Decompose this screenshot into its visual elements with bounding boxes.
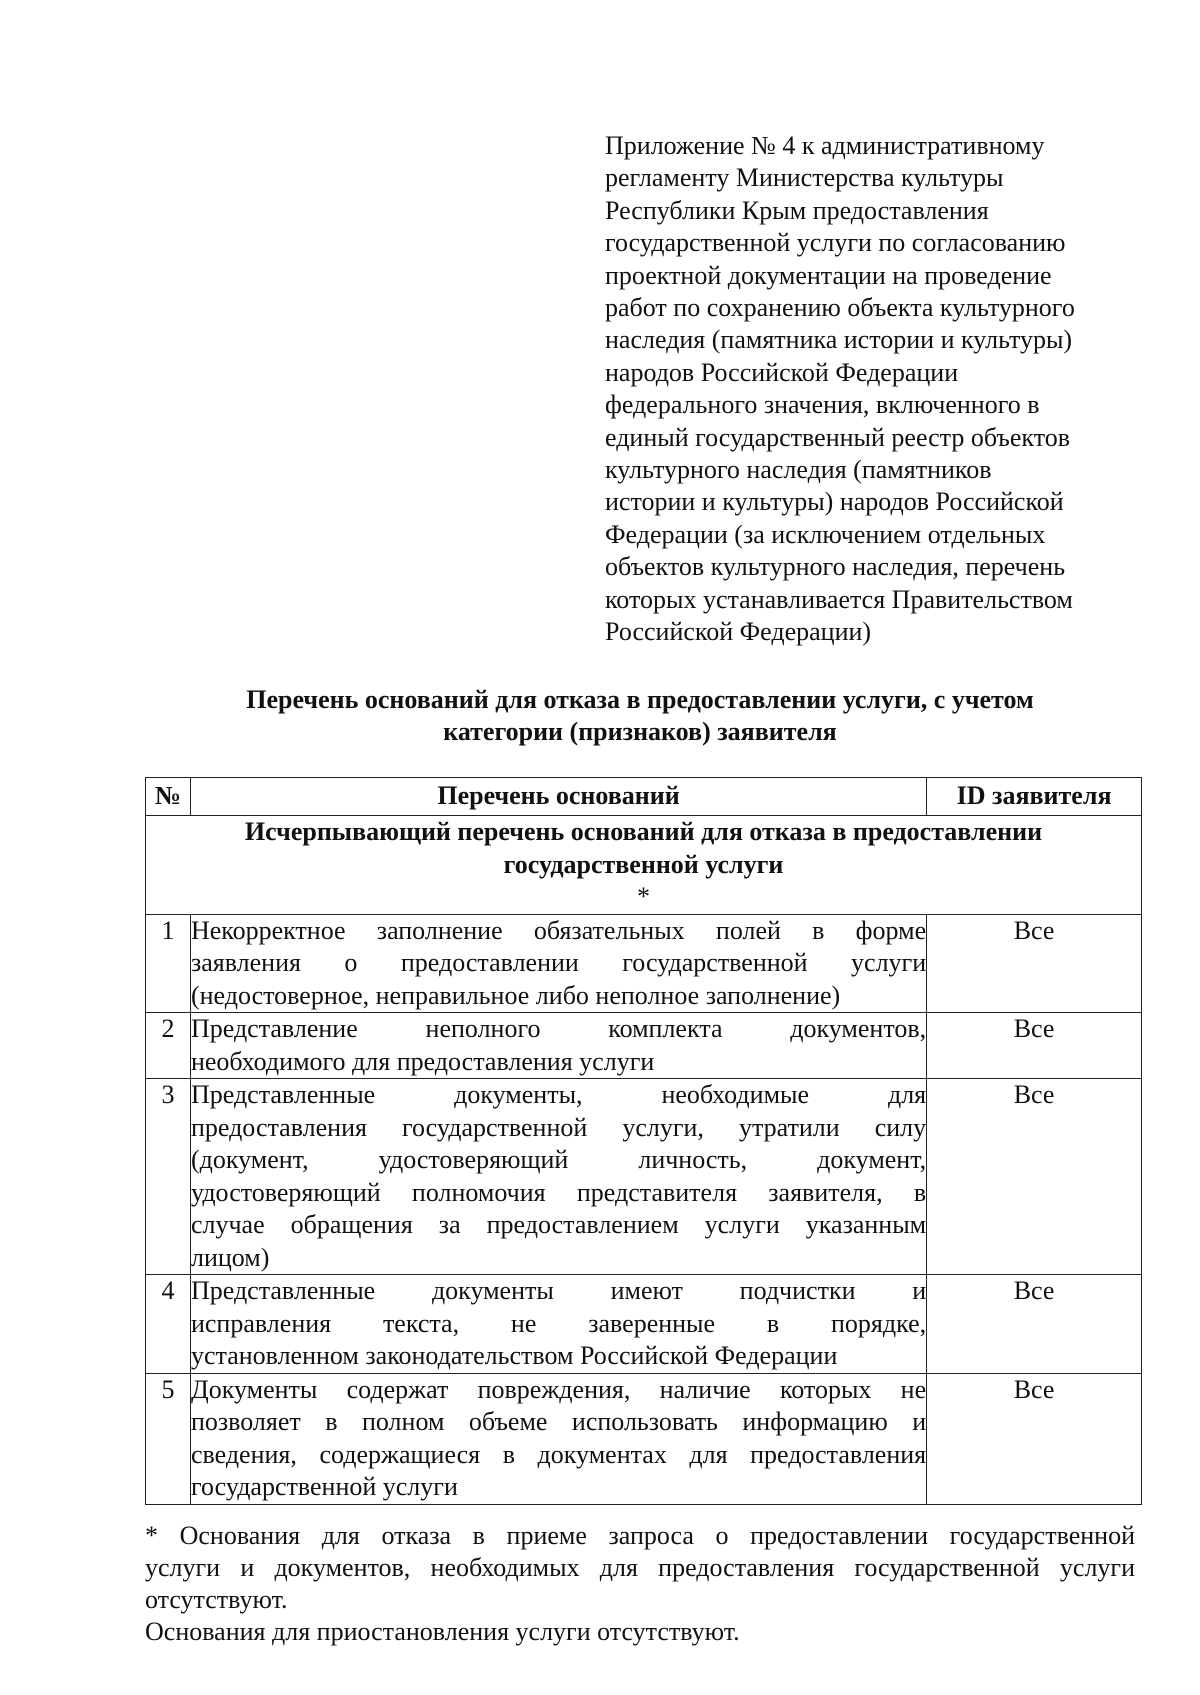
- appendix-line: которых устанавливается Правительством: [605, 584, 1073, 614]
- appendix-line: Приложение № 4 к административному: [605, 131, 1045, 160]
- row-applicant-id: Все: [927, 1373, 1142, 1504]
- reason-line: (недостоверное, неправильное либо неполное заполнение): [190, 980, 841, 1010]
- reason-line: Некорректное заполнение обязательных полей в форме: [190, 915, 927, 945]
- title-line: категории (признаков) заявителя: [443, 717, 837, 746]
- appendix-line: объектов культурного наследия, перечень: [605, 552, 1066, 582]
- appendix-line: наследия (памятника истории и культуры): [605, 325, 1073, 355]
- header-applicant-id: ID заявителя: [927, 778, 1142, 816]
- reason-line: Представление неполного комплекта документов,: [190, 1014, 927, 1043]
- row-reason: [190, 1079, 926, 1275]
- header-num: №: [146, 778, 191, 816]
- footnote-line: * Основания для отказа в приеме запроса о предоставлении государственной: [145, 1521, 1135, 1550]
- suspension-note: Основания для приостановления услуги отсутствуют.: [145, 1617, 740, 1646]
- reason-line: сведения, содержащиеся в документах для предоставления: [190, 1439, 927, 1469]
- row-number: 2: [146, 1013, 191, 1079]
- appendix-line: регламенту Министерства культуры: [605, 163, 1004, 193]
- reason-line: государственной услуги: [190, 1472, 458, 1501]
- reason-line: установленном законодательством Российской Федерации: [190, 1341, 838, 1370]
- row-number: 3: [146, 1079, 191, 1275]
- appendix-caption: [605, 130, 1125, 649]
- reason-line: случае обращения за предоставлением услуги указанным: [190, 1210, 927, 1239]
- appendix-line: культурного наследия (памятников: [605, 455, 992, 485]
- reason-line: Представленные документы имеют подчистки и: [190, 1276, 927, 1305]
- header-reason: Перечень оснований: [190, 778, 926, 816]
- section-heading: [146, 816, 1142, 915]
- table-row: [146, 1079, 1142, 1275]
- row-reason: [190, 1013, 926, 1079]
- appendix-line: федерального значения, включенного в: [605, 390, 1040, 420]
- refusal-reasons-table: [145, 777, 1142, 1505]
- table-row: [146, 1373, 1142, 1504]
- document-title: [140, 684, 1140, 748]
- reason-line: удостоверяющий полномочия представителя заявителя, в: [190, 1177, 927, 1207]
- appendix-line: проектной документации на проведение: [605, 260, 1052, 290]
- reason-line: лицом): [190, 1242, 270, 1272]
- appendix-line: единый государственный реестр объектов: [605, 422, 1071, 452]
- reason-line: заявления о предоставлении государственной услуги: [190, 948, 927, 977]
- appendix-line: Федерации (за исключением отдельных: [605, 519, 1046, 549]
- reason-line: Представленные документы, необходимые для: [190, 1080, 927, 1109]
- footnote-line: отсутствуют.: [145, 1585, 288, 1614]
- table-header-row: [146, 778, 1142, 816]
- title-line: Перечень оснований для отказа в предоставлении услуги, с учетом: [246, 685, 1034, 714]
- row-number: 1: [146, 914, 191, 1013]
- appendix-line: Республики Крым предоставления: [605, 195, 989, 225]
- row-number: 5: [146, 1373, 191, 1504]
- footnote-line: услуги и документов, необходимых для предоставления государственной услуги: [145, 1553, 1135, 1582]
- row-applicant-id: Все: [927, 1079, 1142, 1275]
- row-applicant-id: Все: [927, 914, 1142, 1013]
- row-reason: [190, 1373, 926, 1504]
- section-line-2: государственной услуги *: [146, 849, 1141, 914]
- row-applicant-id: Все: [927, 1275, 1142, 1374]
- section-row: [146, 816, 1142, 915]
- row-reason: [190, 1275, 926, 1374]
- reason-line: (документ, удостоверяющий личность, документ,: [190, 1145, 927, 1174]
- section-line: Исчерпывающий перечень оснований для отказа в предоставлении: [244, 817, 1043, 846]
- appendix-line: народов Российской Федерации: [605, 357, 959, 387]
- appendix-line: государственной услуги по согласованию: [605, 228, 1066, 258]
- reason-line: исправления текста, не заверенные в порядке,: [190, 1308, 927, 1338]
- reason-line: Документы содержат повреждения, наличие которых не: [190, 1374, 927, 1404]
- footnote: [145, 1520, 1135, 1648]
- row-applicant-id: Все: [927, 1013, 1142, 1079]
- appendix-line: истории и культуры) народов Российской: [605, 487, 1064, 517]
- table-row: [146, 914, 1142, 1013]
- footnote-mark: *: [637, 882, 650, 911]
- table-row: [146, 1275, 1142, 1374]
- row-number: 4: [146, 1275, 191, 1374]
- row-reason: [190, 914, 926, 1013]
- reason-line: предоставления государственной услуги, утратили силу: [190, 1112, 927, 1142]
- appendix-line: Российской Федерации): [605, 617, 872, 647]
- appendix-line: работ по сохранению объекта культурного: [605, 293, 1075, 323]
- reason-line: необходимого для предоставления услуги: [190, 1046, 655, 1076]
- reason-line: позволяет в полном объеме использовать информацию и: [190, 1407, 927, 1436]
- table-row: [146, 1013, 1142, 1079]
